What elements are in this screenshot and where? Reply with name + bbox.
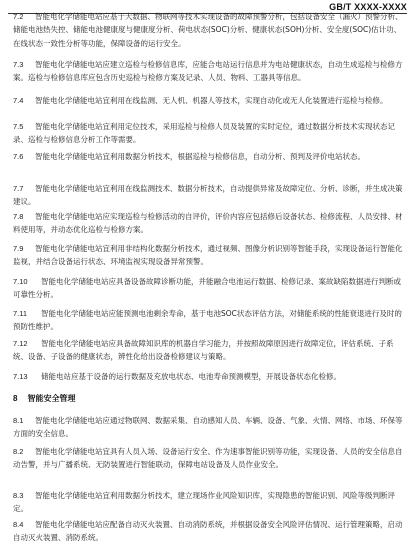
clause-number: 7.12 bbox=[13, 339, 28, 348]
clause-text: 智能电化学储能电站宜利用数据分析技术，建立现场作业风险知识库，实现隐患的智能识别、风险等级判断评定。 bbox=[13, 491, 395, 514]
clause-number: 7.9 bbox=[13, 244, 24, 253]
clause-number: 7.5 bbox=[13, 122, 24, 131]
clause-8-1 bbox=[13, 414, 405, 441]
section-number: 8 bbox=[13, 394, 18, 403]
clause-7-5 bbox=[13, 120, 405, 147]
clause-number: 7.11 bbox=[13, 309, 28, 318]
clause-text: 智能电化学储能电站宜具有人员入场、设备运行安全、作为速事智能识别等功能，实现设备、人员的安全信息自动告警，并与广播系统、无防装置进行智能联动，保障电站设备及人员作业安全。 bbox=[13, 447, 403, 470]
clause-text: 智能电化学储能电站应具备故障知识库的机器自学习能力，并按照故障原因进行故障定位，评估系统、子系统、设备、子设备的健康状态，辨性化给出设备检修建议与策略。 bbox=[13, 339, 394, 362]
clause-number: 7.4 bbox=[13, 96, 24, 105]
clause-7-12 bbox=[13, 337, 405, 364]
clause-7-11 bbox=[13, 307, 405, 334]
section-title: 智能安全管理 bbox=[27, 394, 76, 403]
clause-text: 智能电化学储能电站应配备自动灭火装置、自动消防系统，并根据设备安全风险评估情况、运行管理策略，启动自动灭火装置、消防系统。 bbox=[13, 520, 403, 543]
section-heading bbox=[13, 393, 75, 404]
clause-number: 7.3 bbox=[13, 60, 24, 69]
clause-number: 7.10 bbox=[13, 277, 28, 286]
clause-number: 8.3 bbox=[13, 491, 24, 500]
clause-text: 智能电化学储能电站宜利用在线监测技术、数据分析技术，自动提供异常及故障定位、分析、诊断，并生成决策建议。 bbox=[13, 184, 403, 207]
clause-number: 7.7 bbox=[13, 184, 24, 193]
clause-8-2 bbox=[13, 445, 405, 472]
clause-8-3 bbox=[13, 489, 405, 516]
clause-text: 智能电化学储能电站宜利用在线监测、无人机、机器人等技术，实现自动化或无人化装置进行巡检与检修。 bbox=[35, 96, 388, 105]
clause-text: 储能电站应基于设备的运行数据及充放电状态、电池寿命预测模型，开展设备状态化检修。 bbox=[41, 372, 341, 381]
clause-text: 智能电化学储能电站宜利用非结构化数据分析技术，通过视频、图像分析识别等智能手段，实现设备运行智能化监视，并结合设备运行状态、环境监视实现设备异常预警。 bbox=[13, 244, 403, 267]
clause-text: 智能电化学储能电站应实现巡检与检修活动的自评价，评价内容应包括修后设备状态、检修流程、人员安排、材料使用等，并动态优化巡检与检修方案。 bbox=[13, 212, 403, 235]
clause-text: 智能电化学储能电站宜利用数据分析技术，根据巡检与检修信息，自动分析、预判及评价电站状态。 bbox=[35, 152, 365, 161]
clause-number: 7.6 bbox=[13, 152, 24, 161]
clause-7-6 bbox=[13, 150, 405, 163]
clause-text: 智能电化学储能电站宜利用定位技术，采用巡检与检修人员及装置的实时定位，通过数据分析技术实现状态记录、巡检与检修信息分析工作等需要。 bbox=[13, 122, 395, 145]
standard-code: GB/T XXXX-XXXX bbox=[329, 2, 407, 12]
clause-number: 7.13 bbox=[13, 372, 28, 381]
clause-text: 智能电化学储能电站应通过物联网、数据采集、自动感知人员、车辆、设备、气象、火情、网络、市场、环保等方面的安全信息。 bbox=[13, 416, 403, 439]
clause-text: 智能电化学储能电站应能预测电池剩余寿命，基于电池SOC状态评估方法，对储能系统的性能衰退进行及时的预防性维护。 bbox=[13, 309, 402, 332]
clause-number: 8.2 bbox=[13, 447, 24, 456]
clause-7-8 bbox=[13, 210, 405, 237]
clause-text: 智能电化学储能电站应建立巡检与检修信息库，应能合电站运行信息并为电站健康状态，自动生成巡检与检修方案。巡检与检修信息库应包含历史巡检与检修方案及记录、人员、物料、工器具等信息。 bbox=[13, 60, 403, 83]
clause-number: 8.4 bbox=[13, 520, 24, 529]
clause-7-10 bbox=[13, 275, 405, 302]
clause-7-4 bbox=[13, 94, 405, 107]
clause-7-9 bbox=[13, 242, 405, 269]
clause-7-2 bbox=[13, 10, 405, 50]
clause-8-4 bbox=[13, 518, 405, 545]
clause-number: 7.2 bbox=[13, 12, 24, 21]
clause-number: 8.1 bbox=[13, 416, 24, 425]
clause-7-13 bbox=[13, 370, 405, 383]
clause-text: 智能电化学储能电站应基于大数据、物联网等技术实现设备的故障预警分析，包括设备安全（漏火）预警分析、储能电池热失控、储能电池健康度与健康度分析、荷电状态(SOC)分析、健康状态(SOH)分析、安全度(SOC)估计功、在线状态一致性分析等功能，保障设备的运行安全。 bbox=[13, 12, 403, 48]
clause-7-3 bbox=[13, 58, 405, 85]
clause-7-7 bbox=[13, 182, 405, 209]
clause-number: 7.8 bbox=[13, 212, 24, 221]
clause-text: 智能电化学储能电站应具备设备故障诊断功能，并能融合电池运行数据、检修记录、案故缺陷数据进行判断或可靠性分析。 bbox=[13, 277, 401, 300]
